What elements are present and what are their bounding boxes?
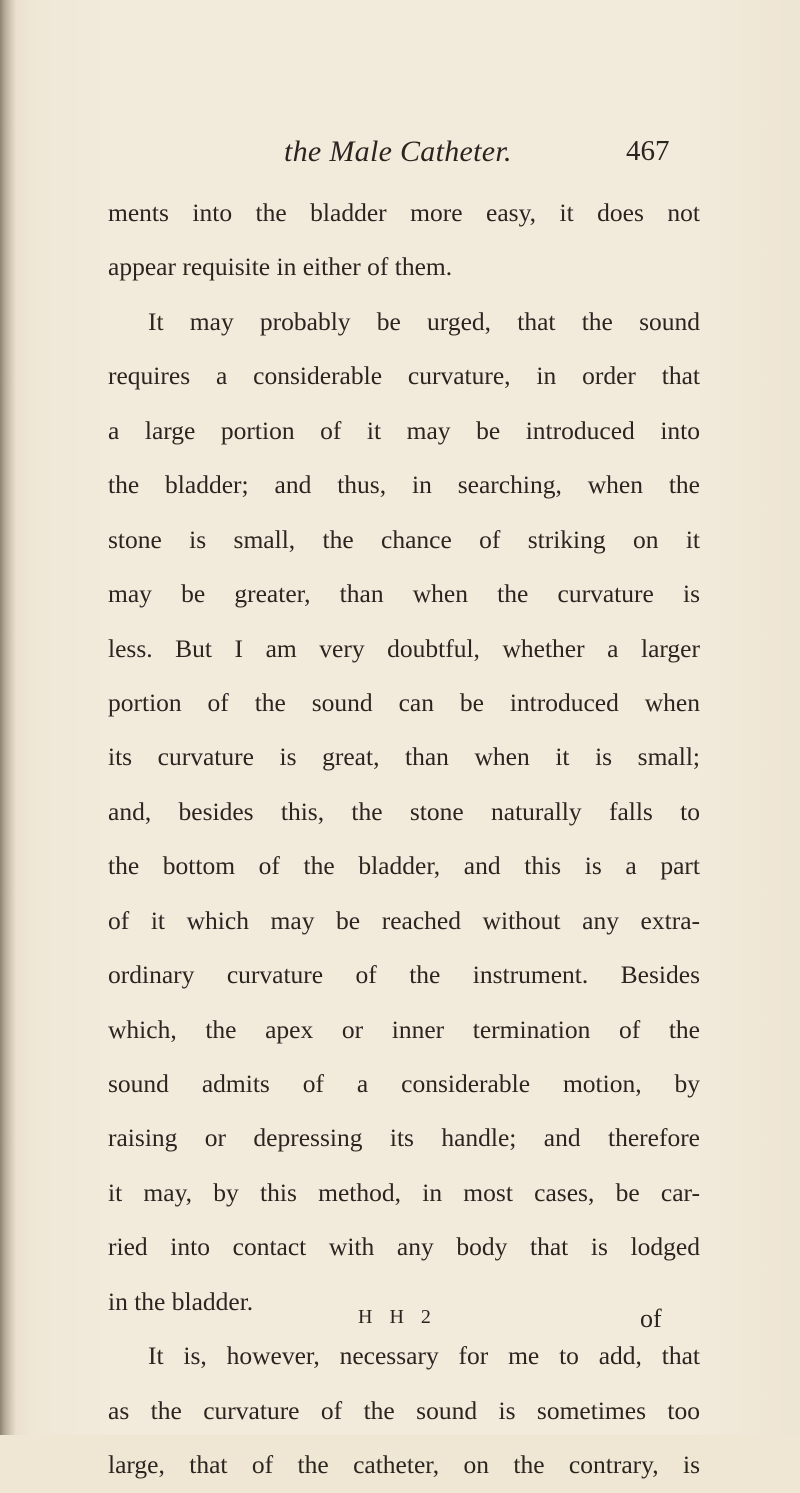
text-line: a large portion of it may be introduced into bbox=[108, 415, 700, 445]
text-line: large, that of the catheter, on the contrary, is bbox=[108, 1450, 700, 1480]
text-line: it may, by this method, in most cases, be car- bbox=[108, 1177, 700, 1207]
text-line: sound admits of a considerable motion, by bbox=[108, 1069, 700, 1098]
text-line: requires a considerable curvature, in order that bbox=[108, 361, 700, 391]
text-line: portion of the sound can be introduced when bbox=[108, 687, 700, 717]
running-head bbox=[0, 135, 800, 175]
text-line: in the bladder. bbox=[108, 1286, 254, 1316]
text-line: as the curvature of the sound is sometimes too bbox=[108, 1395, 700, 1425]
text-line: the bottom of the bladder, and this is a part bbox=[108, 851, 700, 881]
text-line: may be greater, than when the curvature is bbox=[108, 579, 700, 609]
text-line: its curvature is great, than when it is small; bbox=[108, 742, 700, 772]
running-title: the Male Catheter. bbox=[284, 135, 512, 168]
text-line: It is, however, necessary for me to add, that bbox=[148, 1341, 700, 1371]
text-line: and, besides this, the stone naturally falls to bbox=[108, 796, 700, 826]
catchword: of bbox=[640, 1304, 662, 1333]
body-text bbox=[108, 186, 700, 1493]
text-line: ments into the bladder more easy, it does not bbox=[108, 198, 700, 227]
page-gutter-shadow bbox=[0, 0, 16, 1435]
text-line: appear requisite in either of them. bbox=[108, 252, 453, 282]
text-line: the bladder; and thus, in searching, when the bbox=[108, 470, 700, 500]
text-line: ried into contact with any body that is lodged bbox=[108, 1232, 700, 1262]
text-line: of it which may be reached without any extra- bbox=[108, 905, 700, 935]
text-line: stone is small, the chance of striking on it bbox=[108, 524, 700, 554]
text-line: It may probably be urged, that the sound bbox=[148, 306, 700, 336]
text-line: ordinary curvature of the instrument. Besides bbox=[108, 960, 700, 990]
text-line: less. But I am very doubtful, whether a larger bbox=[108, 633, 700, 663]
signature-mark: H H 2 bbox=[358, 1306, 437, 1328]
text-line: which, the apex or inner termination of the bbox=[108, 1014, 700, 1044]
page-number: 467 bbox=[626, 135, 670, 167]
page-footer bbox=[0, 1304, 800, 1340]
text-line: raising or depressing its handle; and therefore bbox=[108, 1123, 700, 1153]
